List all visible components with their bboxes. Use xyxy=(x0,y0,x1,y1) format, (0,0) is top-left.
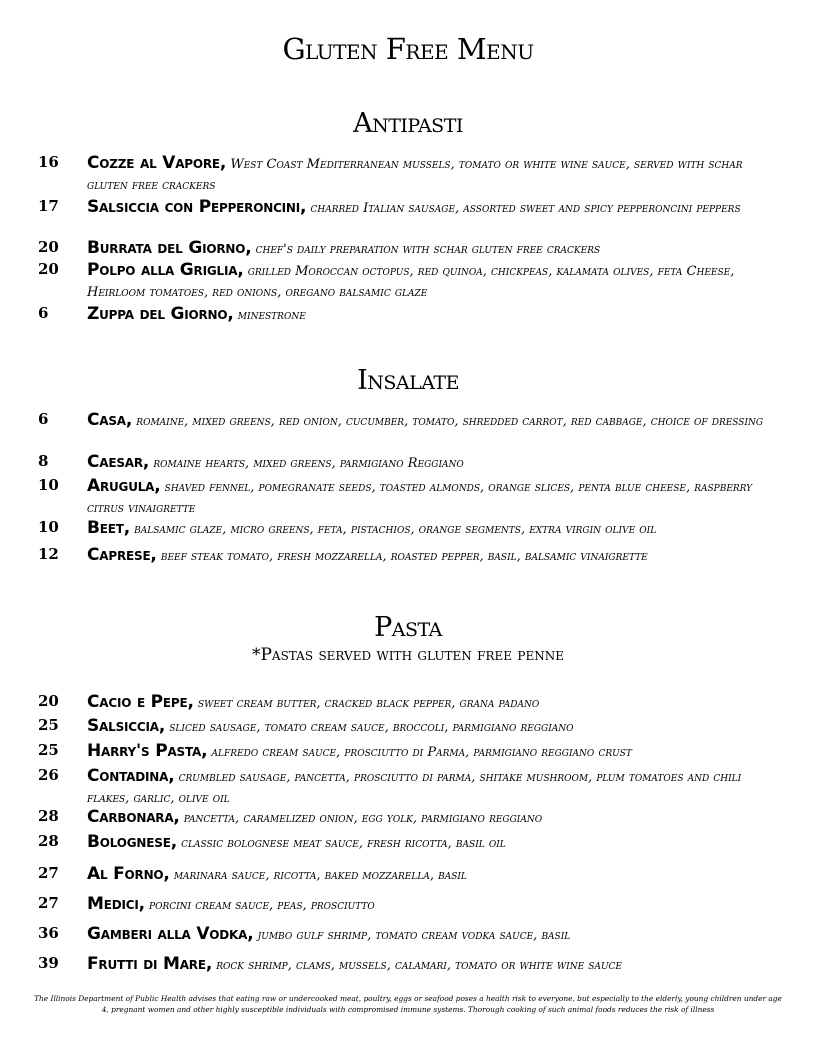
item-price: 8 xyxy=(38,452,49,470)
menu-item xyxy=(38,692,778,714)
menu-item xyxy=(38,476,778,519)
item-description: West Coast Mediterranean mussels, tomato or white wine sauce, served with schar gluten free crackers xyxy=(87,157,743,193)
item-price: 20 xyxy=(38,238,59,256)
item-description: romaine hearts, mixed greens, parmigiano Reggiano xyxy=(153,456,464,471)
item-price: 16 xyxy=(38,153,59,171)
menu-item xyxy=(38,807,778,829)
item-name: Harry's Pasta, xyxy=(87,741,208,761)
item-name: Medici, xyxy=(87,894,145,914)
item-description: grilled Moroccan octopus, red quinoa, chickpeas, kalamata olives, feta Cheese, Heirloom tomatoes, red onions, oregano balsamic glaze xyxy=(87,264,735,300)
menu-item xyxy=(38,545,778,567)
item-price: 39 xyxy=(38,954,59,972)
item-name: Zuppa del Giorno, xyxy=(87,304,234,324)
item-description: alfredo cream sauce, prosciutto di Parma, parmigiano reggiano crust xyxy=(211,745,632,760)
item-description: rock shrimp, clams, mussels, calamari, tomato or white wine sauce xyxy=(216,958,622,973)
section-title-antipasti: Antipasti xyxy=(353,108,463,139)
menu-title: Gluten Free Menu xyxy=(282,32,534,66)
item-price: 12 xyxy=(38,545,59,563)
item-price: 10 xyxy=(38,476,59,494)
item-name: Caprese, xyxy=(87,545,157,565)
menu-item xyxy=(38,260,778,303)
item-description: jumbo gulf shrimp, tomato cream vodka sauce, basil xyxy=(257,928,571,943)
item-description: romaine, mixed greens, red onion, cucumber, tomato, shredded carrot, red cabbage, choice of dressing xyxy=(136,414,764,429)
item-description: chef's daily preparation with schar gluten free crackers xyxy=(255,242,601,257)
item-name: Carbonara, xyxy=(87,807,180,827)
item-name: Cozze al Vapore, xyxy=(87,153,227,173)
item-price: 27 xyxy=(38,864,59,882)
item-name: Gamberi alla Vodka, xyxy=(87,924,254,944)
item-price: 28 xyxy=(38,807,59,825)
item-price: 28 xyxy=(38,832,59,850)
item-price: 25 xyxy=(38,716,59,734)
menu-item xyxy=(38,153,778,196)
menu-item xyxy=(38,924,778,946)
health-disclaimer: The Illinois Department of Public Health advises that eating raw or undercooked meat, poultry, eggs or seafood poses a health risk to everyone, but especially to the elderly, young children under age 4, pregnant women and other highly susceptible individuals with compromised immune systems. Thorough cooking of such animal foods reduces the risk of illness xyxy=(34,994,782,1014)
item-price: 27 xyxy=(38,894,59,912)
menu-item xyxy=(38,741,778,763)
item-description: classic bolognese meat sauce, fresh ricotta, basil oil xyxy=(181,836,506,851)
item-price: 17 xyxy=(38,197,59,215)
item-price: 6 xyxy=(38,304,49,322)
item-description: beef steak tomato, fresh mozzarella, roasted pepper, basil, balsamic vinaigrette xyxy=(160,549,648,564)
menu-item xyxy=(38,197,778,219)
item-description: sliced sausage, tomato cream sauce, broccoli, parmigiano reggiano xyxy=(169,720,574,735)
item-name: Beet, xyxy=(87,518,130,538)
item-description: minestrone xyxy=(237,308,306,323)
item-description: porcini cream sauce, peas, prosciutto xyxy=(149,898,375,913)
item-price: 20 xyxy=(38,692,59,710)
item-description: charred Italian sausage, assorted sweet and spicy pepperoncini peppers xyxy=(310,201,741,216)
menu-item xyxy=(38,304,778,326)
item-name: Cacio e Pepe, xyxy=(87,692,194,712)
section-title-pasta: Pasta xyxy=(374,612,442,643)
item-price: 20 xyxy=(38,260,59,278)
menu-item xyxy=(38,864,778,886)
item-name: Salsiccia, xyxy=(87,716,166,736)
item-price: 6 xyxy=(38,410,49,428)
item-name: Burrata del Giorno, xyxy=(87,238,252,258)
item-name: Bolognese, xyxy=(87,832,177,852)
item-price: 36 xyxy=(38,924,59,942)
menu-item xyxy=(38,832,778,854)
item-name: Salsiccia con Pepperoncini, xyxy=(87,197,307,217)
item-name: Arugula, xyxy=(87,476,161,496)
menu-item xyxy=(38,518,778,540)
section-title-insalate: Insalate xyxy=(357,365,459,396)
item-price: 10 xyxy=(38,518,59,536)
menu-item xyxy=(38,410,778,432)
item-name: Contadina, xyxy=(87,766,175,786)
menu-item xyxy=(38,452,778,474)
item-name: Casa, xyxy=(87,410,133,430)
item-description: marinara sauce, ricotta, baked mozzarella, basil xyxy=(173,868,467,883)
section-subtitle-pasta: *Pastas served with gluten free penne xyxy=(251,645,564,665)
item-name: Polpo alla Griglia, xyxy=(87,260,244,280)
menu-item xyxy=(38,894,778,916)
item-description: balsamic glaze, micro greens, feta, pistachios, orange segments, extra virgin olive oil xyxy=(134,522,657,537)
menu-item xyxy=(38,766,778,809)
item-price: 26 xyxy=(38,766,59,784)
menu-item xyxy=(38,716,778,738)
item-description: crumbled sausage, pancetta, prosciutto di parma, shitake mushroom, plum tomatoes and chili flakes, garlic, olive oil xyxy=(87,770,742,806)
item-price: 25 xyxy=(38,741,59,759)
item-name: Frutti di Mare, xyxy=(87,954,213,974)
menu-item xyxy=(38,954,778,976)
menu-item xyxy=(38,238,778,260)
item-description: sweet cream butter, cracked black pepper, grana padano xyxy=(197,696,540,711)
item-name: Al Forno, xyxy=(87,864,170,884)
item-description: shaved fennel, pomegranate seeds, toasted almonds, orange slices, penta blue cheese, raspberry citrus vinaigrette xyxy=(87,480,753,516)
item-name: Caesar, xyxy=(87,452,150,472)
item-description: pancetta, caramelized onion, egg yolk, parmigiano reggiano xyxy=(183,811,543,826)
